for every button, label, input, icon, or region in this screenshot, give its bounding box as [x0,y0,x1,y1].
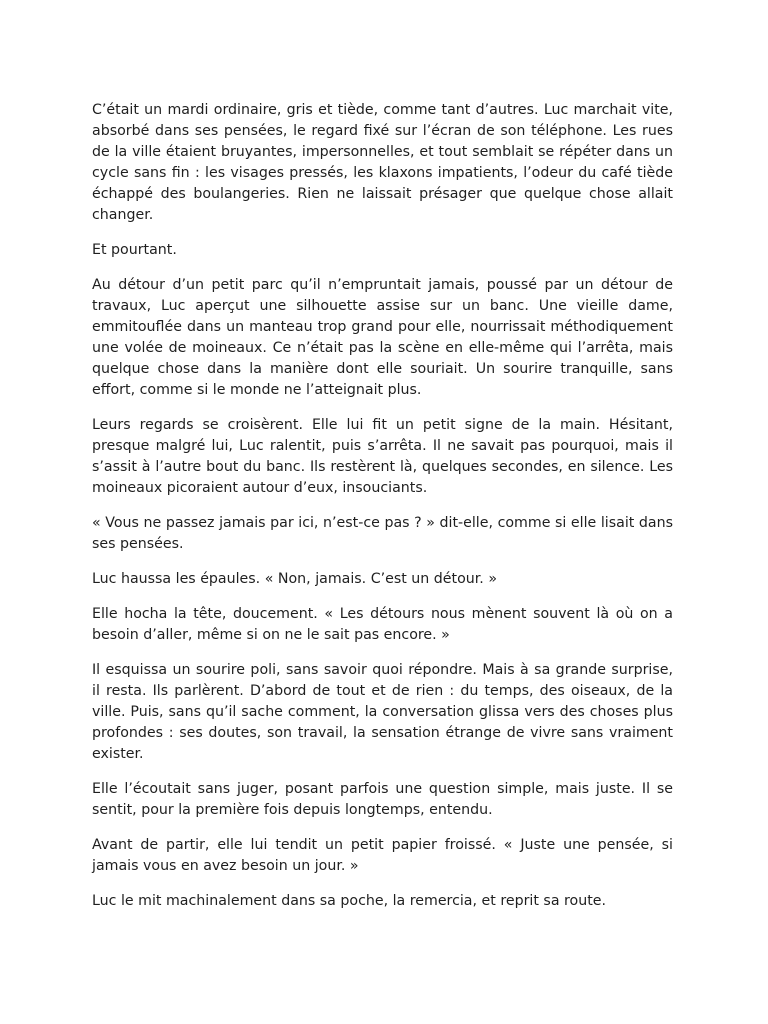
paragraph: « Vous ne passez jamais par ici, n’est-ce pas ? » dit-elle, comme si elle lisait dans ses pensées. [92,515,673,552]
paragraph: Elle hocha la tête, doucement. « Les détours nous mènent souvent là où on a besoin d’aller, même si on ne le sait pas encore. » [92,606,673,643]
paragraph: C’était un mardi ordinaire, gris et tiède, comme tant d’autres. Luc marchait vite, absorbé dans ses pensées, le regard fixé sur l’écran de son téléphone. Les rues de la ville étaient bruyantes, impersonnelles, et tout semblait se répéter dans un cycle sans fin : les visages pressés, les klaxons impatients, l’odeur du café tiède échappé des boulangeries. Rien ne laissait présager que quelque chose allait changer. [92,102,673,223]
paragraph: Luc le mit machinalement dans sa poche, la remercia, et reprit sa route. [92,893,607,909]
paragraph: Leurs regards se croisèrent. Elle lui fit un petit signe de la main. Hésitant, presque malgré lui, Luc ralentit, puis s’arrêta. Il ne savait pas pourquoi, mais il s’assit à l’autre bout du banc. Ils restèrent là, quelques secondes, en silence. Les moineaux picoraient autour d’eux, insouciants. [92,417,673,496]
body-text [92,100,673,926]
paragraph: Au détour d’un petit parc qu’il n’empruntait jamais, poussé par un détour de travaux, Luc aperçut une silhouette assise sur un banc. Une vieille dame, emmitouflée dans un manteau trop grand pour elle, nourrissait méthodiquement une volée de moineaux. Ce n’était pas la scène en elle-même qui l’arrêta, mais quelque chose dans la manière dont elle souriait. Un sourire tranquille, sans effort, comme si le monde ne l’atteignait plus. [92,277,673,398]
paragraph: Luc haussa les épaules. « Non, jamais. C’est un détour. » [92,571,497,587]
paragraph: Et pourtant. [92,242,177,258]
paragraph: Avant de partir, elle lui tendit un petit papier froissé. « Juste une pensée, si jamais vous en avez besoin un jour. » [92,837,673,874]
paragraph: Il esquissa un sourire poli, sans savoir quoi répondre. Mais à sa grande surprise, il resta. Ils parlèrent. D’abord de tout et de rien : du temps, des oiseaux, de la ville. Puis, sans qu’il sache comment, la conversation glissa vers des choses plus profondes : ses doutes, son travail, la sensation étrange de vivre sans vraiment exister. [92,662,673,762]
paragraph: Elle l’écoutait sans juger, posant parfois une question simple, mais juste. Il se sentit, pour la première fois depuis longtemps, entendu. [92,781,673,818]
